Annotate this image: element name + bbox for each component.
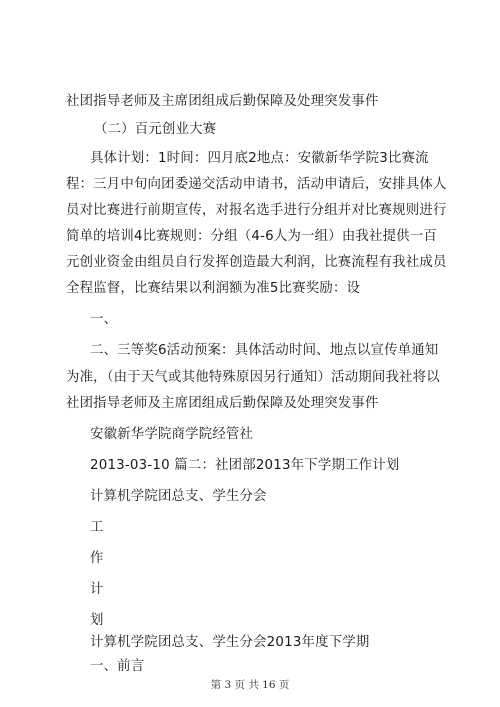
paragraph-line: 计 [90, 582, 104, 597]
paragraph-line: 员对比赛进行前期宣传，对报名选手进行分组并对比赛规则进行 [66, 203, 447, 218]
paragraph-line: 划 [90, 613, 104, 628]
page-number-footer: 第 3 页 共 16 页 [210, 679, 290, 691]
paragraph-line: 一、前言 [90, 659, 145, 674]
paragraph-line: 作 [90, 551, 104, 566]
paragraph-line: 全程监督，比赛结果以利润额为准5比赛奖励：设 [66, 281, 361, 296]
paragraph-line: 元创业资金由组员自行发挥创造最大利润，比赛流程有我社成员 [66, 255, 447, 270]
paragraph-line: 计算机学院团总支、学生分会2013年度下学期 [90, 635, 370, 650]
paragraph-line: 简单的培训4比赛规则：分组（4-6人为一组）由我社提供一百 [66, 229, 437, 244]
paragraph-line: 计算机学院团总支、学生分会 [90, 489, 267, 504]
paragraph-line: 一、 [90, 312, 118, 327]
paragraph-line: 安徽新华学院商学院经管社 [90, 427, 254, 442]
paragraph-line: 二、三等奖6活动预案：具体活动时间、地点以宣传单通知 [90, 343, 439, 358]
paragraph-line: 社团指导老师及主席团组成后勤保障及处理突发事件 [66, 396, 379, 411]
paragraph-line: 社团指导老师及主席团组成后勤保障及处理突发事件 [66, 94, 379, 109]
paragraph-line: 为准，（由于天气或其他特殊原因另行通知）活动期间我社将以 [66, 370, 440, 385]
paragraph-line: 工 [90, 520, 104, 535]
paragraph-line: 程：三月中旬向团委递交活动申请书，活动申请后，安排具体人 [66, 177, 447, 192]
paragraph-line: 2013-03-10 篇二：社团部2013年下学期工作计划 [90, 458, 400, 473]
paragraph-line: 具体计划：1时间：四月底2地点：安徽新华学院3比赛流 [90, 151, 429, 166]
section-heading: （二）百元创业大赛 [94, 122, 217, 137]
